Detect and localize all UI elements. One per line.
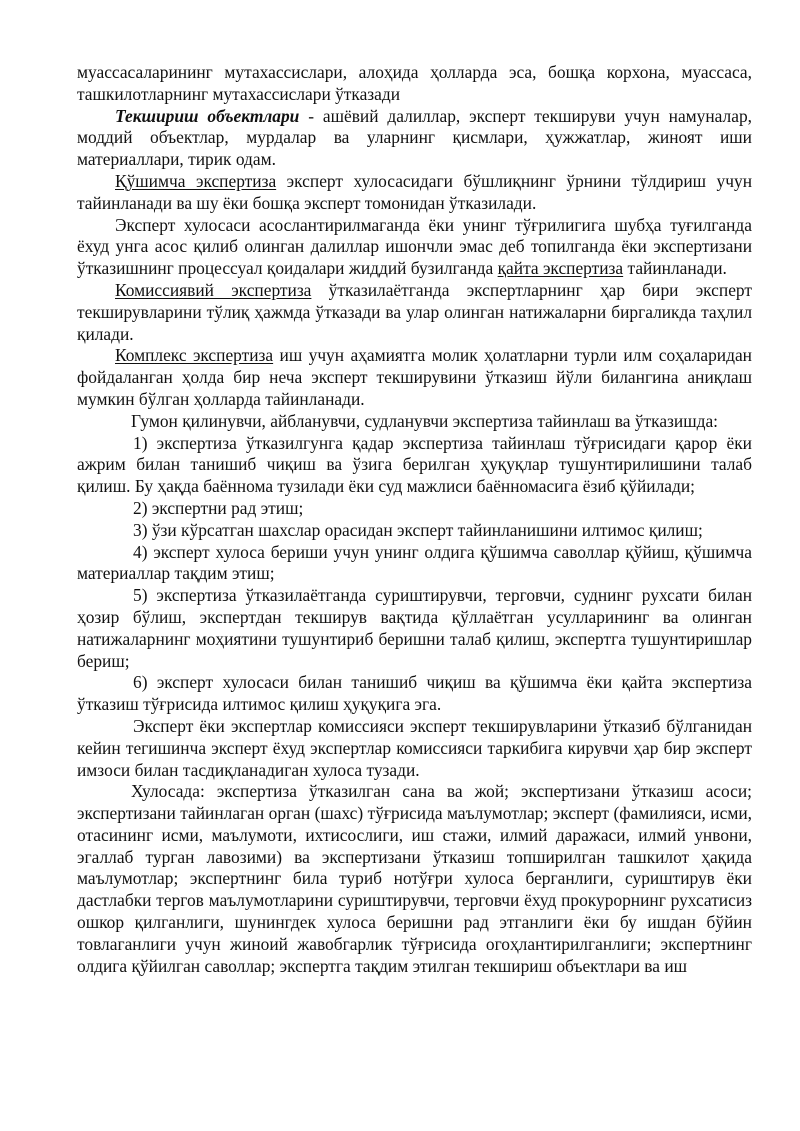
paragraph-commission-expertise [77,280,752,345]
paragraph-conclusion-contents: Хулосада: экспертиза ўтказилган сана ва жой; экспертизани ўтказиш асоси; экспертизани тайинлаган орган (шахс) тўғрисида маълумотлар; эксперт (фамилияси, исми, отасининг исми, маълумоти, ихтисослиги, иш стажи, илмий даражаси, илмий унвони, эгаллаб турган лавозими) ва экспертизани ўтказиш топширилган ташкилот ҳақида маълумотлар; экспертнинг била туриб нотўғри хулоса берганлиги, суриштирув ёки дастлабки тергов маълумотларини суриштирувчи, терговчи ёхуд прокурорнинг рухсатисиз ошкор қилганлиги, шунингдек хулоса беришни рад этганлиги ёки бу ишдан бўйин товлаганлиги учун жиноий жавобгарлик тўғрисида огоҳлантирилганлиги; экспертнинг олдига қўйилган саволлар; экспертга тақдим этилган текшириш объектлари ва иш [77,781,752,976]
list-item-right-5: 5) экспертиза ўтказилаётганда суриштирувчи, терговчи, суднинг рухсати билан ҳозир бўлиш, экспертдан текширув вақтида қўллаётган усулларининг ва олинган натижаларнинг моҳиятини тушунтириб беришни талаб қилиш, экспертга тушунтиришлар бериш; [77,585,752,671]
paragraph-examination-objects [77,106,752,171]
term-commission-expertise: Комиссиявий экспертиза [115,279,312,300]
paragraph-text: - ашёвий далиллар, эксперт текшируви учун намуналар, моддий объектлар, мурдалар ва уларнинг қисмлари, ҳужжатлар, жиноят иши материаллари, тирик одам. [77,105,752,170]
paragraph-continuation: муассасаларининг мутахассислари, алоҳида ҳолларда эса, бошқа корхона, муассаса, ташкилотларнинг мутахассислари ўтказади [77,62,752,104]
document-page [77,62,752,977]
term-complex-expertise: Комплекс экспертиза [115,345,274,366]
paragraph-text: Эксперт хулосаси асослантирилмаганда ёки унинг тўғрилигига шубҳа туғилганда ёхуд унга асос қилиб олинган далиллар ишончли эмас деб топилганда ёки экспертизани ўтказишнинг процессуал қоидалари жиддий бузилганда [77,214,752,279]
list-item-right-2: 2) экспертни рад этиш; [133,497,304,518]
paragraph-complex-expertise [77,345,752,410]
term-additional-expertise: Қўшимча экспертиза [115,170,277,191]
paragraph-text: ўтказилаётганда экспертларнинг ҳар бири эксперт текширувларини тўлиқ ҳажмда ўтказади ва улар олинган натижаларни биргаликда таҳлил қилади. [77,279,752,344]
term-examination-objects: Текшириш объектлари [115,105,300,126]
term-repeat-expertise: қайта экспертиза [497,258,624,279]
paragraph-conclusion-drafting: Эксперт ёки экспертлар комиссияси эксперт текширувларини ўтказиб бўлганидан кейин тегишинча эксперт ёхуд экспертлар комиссияси таркибига кирувчи ҳар бир эксперт имзоси билан тасдиқланадиган хулоса тузади. [77,715,752,780]
paragraph-repeat-expertise [77,215,752,280]
paragraph-additional-expertise [77,171,752,215]
list-item-right-4: 4) эксперт хулоса бериши учун унинг олдига қўшимча саволлар қўйиш, қўшимча материаллар тақдим этиш; [77,541,752,584]
list-item-right-6: 6) эксперт хулосаси билан танишиб чиқиш ва қўшимча ёки қайта экспертиза ўтказиш тўғрисида илтимос қилиш ҳуқуқига эга. [77,672,752,715]
list-item-right-3: 3) ўзи кўрсатган шахслар орасидан эксперт тайинланишини илтимос қилиш; [133,519,703,540]
paragraph-rights-intro: Гумон қилинувчи, айбланувчи, судланувчи экспертиза тайинлаш ва ўтказишда: [131,410,719,431]
list-item-right-1: 1) экспертиза ўтказилгунга қадар экспертиза тайинлаш тўғрисидаги қарор ёки ажрим билан танишиб чиқиш ва ўзига берилган ҳуқуқлар тушунтирилишини талаб қилиш. Бу ҳақда баённома тузилади ёки суд мажлиси баённомасига ёзиб қўйилади; [77,432,752,497]
paragraph-text: иш учун аҳамиятга молик ҳолатларни турли илм соҳаларидан фойдаланган ҳолда бир неча эксперт текширувини ўтказиш йўли билангина аниқлаш мумкин бўлган ҳолларда тайинланади. [77,345,752,409]
paragraph-text: эксперт хулосасидаги бўшлиқнинг ўрнини тўлдириш учун тайинланади ва шу ёки бошқа эксперт томонидан ўтказилади. [77,170,752,213]
paragraph-text: тайинланади. [623,258,727,279]
